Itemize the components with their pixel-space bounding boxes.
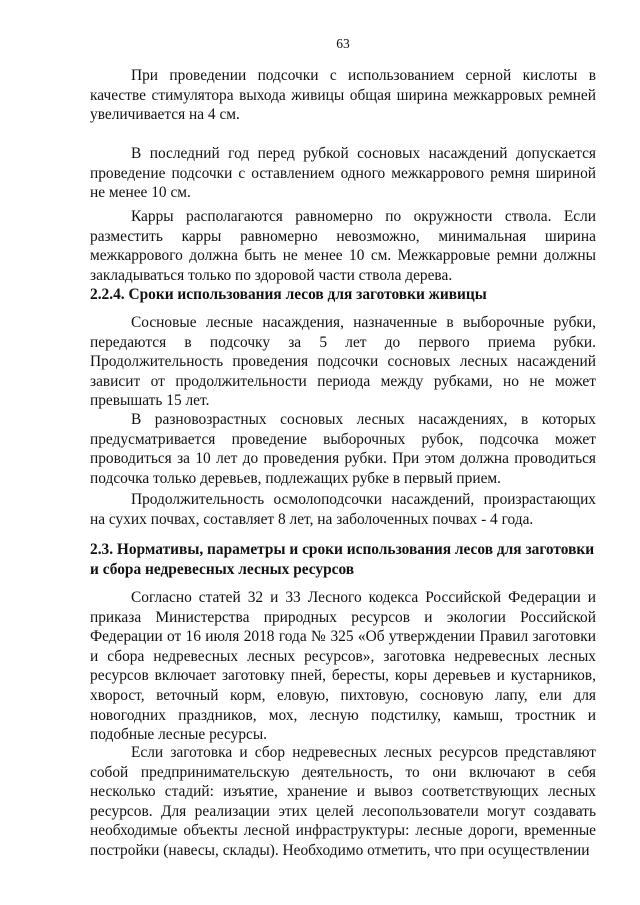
paragraph-text: При проведении подсочки с использованием серной кислоты в качестве стимулятора выхода живицы общая ширина межкарровых ремней увеличивается на 4 см. (90, 67, 596, 124)
paragraph-karry (90, 207, 596, 285)
paragraph-sulfuric-acid (90, 66, 596, 125)
section-heading-2-3 (90, 540, 596, 579)
paragraph-text: В разновозрастных сосновых лесных насаждениях, в которых предусматривается проведение выборочных рубок, подсочка может проводиться за 10 лет до проведения рубки. При этом должна проводиться подсочка только деревьев, подлежащих рубке в первый прием. (90, 411, 596, 487)
paragraph-forest-code (90, 588, 596, 745)
document-page (90, 0, 596, 905)
section-heading: 2.3. Нормативы, параметры и сроки использования лесов для заготовки и сбора недревесных лесных ресурсов (90, 541, 595, 578)
paragraph-text: В последний год перед рубкой сосновых насаждений допускается проведение подсочки с оставлением одного межкаррового ремня шириной не менее 10 см. (90, 145, 596, 202)
paragraph-pine-stands (90, 313, 596, 411)
page-number: 63 (336, 36, 350, 51)
paragraph-entrepreneurship (90, 743, 596, 861)
section-heading: 2.2.4. Сроки использования лесов для заготовки живицы (90, 286, 487, 303)
paragraph-uneven-aged (90, 410, 596, 488)
paragraph-text: Сосновые лесные насаждения, назначенные в выборочные рубки, передаются в подсочку за 5 лет до первого приема рубки. Продолжительность проведения подсочки сосновых лесных насаждений зависит от продолжительности периода между рубками, но не может превышать 15 лет. (90, 314, 596, 410)
paragraph-text: Если заготовка и сбор недревесных лесных ресурсов представляют собой предпринимательскую деятельность, то они включают в себя несколько стадий: изъятие, хранение и вывоз соответствующих лесных ресурсов. Для реализации этих целей лесопользователи могут создавать необходимые объекты лесной инфраструктуры: лесные дороги, временные постройки (навесы, склады). Необходимо отметить, что при осуществлении (90, 744, 596, 859)
paragraph-resin-tapping-duration (90, 490, 596, 529)
paragraph-text: Согласно статей 32 и 33 Лесного кодекса Российской Федерации и приказа Министерства природных ресурсов и экологии Российской Федерации от 16 июля 2018 года № 325 «Об утверждении Правил заготовки и сбора недревесных лесных ресурсов», заготовка недревесных лесных ресурсов включает заготовку пней, бересты, коры деревьев и кустарников, хворост, веточный корм, еловую, пихтовую, сосновую лапу, ели для новогодних праздников, мох, лесную подстилку, камыш, тростник и подобные лесные ресурсы. (90, 589, 596, 744)
paragraph-last-year (90, 144, 596, 203)
paragraph-text: Продолжительность осмолоподсочки насаждений, произрастающих на сухих почвах, составляет 8 лет, на заболоченных почвах - 4 года. (90, 491, 596, 528)
section-heading-2-2-4 (90, 285, 596, 305)
paragraph-text: Карры располагаются равномерно по окружности ствола. Если разместить карры равномерно невозможно, минимальная ширина межкаррового должна быть не менее 10 см. Межкарровые ремни должны закладываться только по здоровой части ствола дерева. (90, 208, 596, 284)
